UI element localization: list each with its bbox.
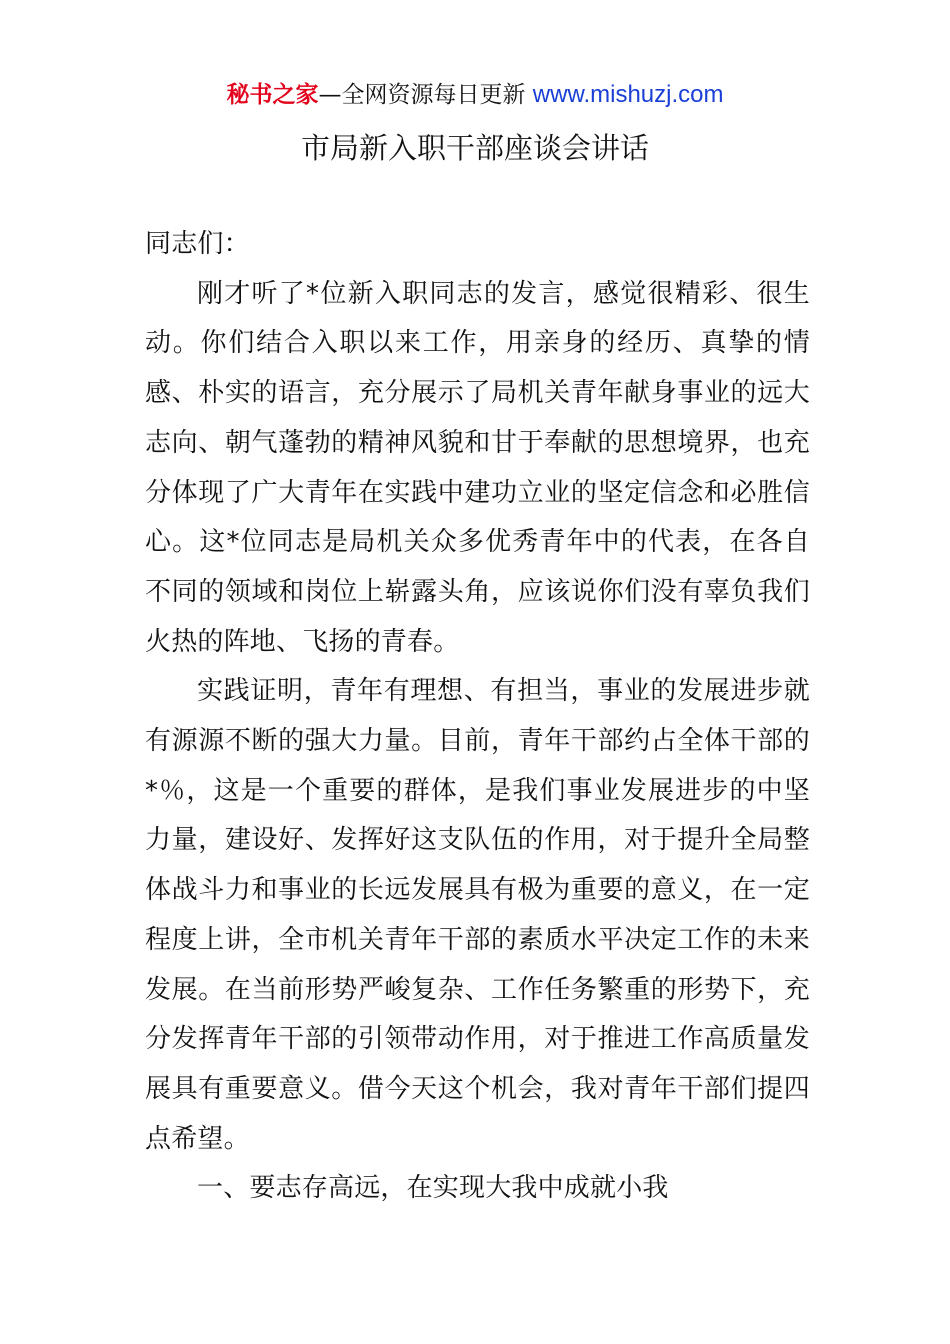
document-body bbox=[145, 220, 810, 1214]
banner-slogan: —全网资源每日更新 bbox=[318, 82, 533, 108]
banner-url-link[interactable]: www.mishuzj.com bbox=[532, 81, 724, 108]
document-title: 市局新入职干部座谈会讲话 bbox=[300, 131, 649, 165]
site-banner bbox=[0, 80, 950, 110]
section-heading-1: 一、要志存高远，在实现大我中成就小我 bbox=[197, 1173, 669, 1204]
paragraph-1: 刚才听了*位新入职同志的发言，感觉很精彩、很生动。你们结合入职以来工作，用亲身的经历、真挚的情感、朴实的语言，充分展示了局机关青年献身事业的远大志向、朝气蓬勃的精神风貌和甘于奉献的思想境界，也充分体现了广大青年在实践中建功立业的坚定信念和必胜信心。这*位同志是局机关众多优秀青年中的代表，在各自不同的领域和岗位上崭露头角，应该说你们没有辜负我们火热的阵地、飞扬的青春。 bbox=[145, 278, 810, 657]
paragraph-2: 实践证明，青年有理想、有担当，事业的发展进步就有源源不断的强大力量。目前，青年干部约占全体干部的*％，这是一个重要的群体，是我们事业发展进步的中坚力量，建设好、发挥好这支队伍的作用，对于提升全局整体战斗力和事业的长远发展具有极为重要的意义，在一定程度上讲，全市机关青年干部的素质水平决定工作的未来发展。在当前形势严峻复杂、工作任务繁重的形势下，充分发挥青年干部的引领带动作用，对于推进工作高质量发展具有重要意义。借今天这个机会，我对青年干部们提四点希望。 bbox=[145, 676, 810, 1154]
salutation: 同志们： bbox=[145, 229, 250, 259]
banner-brand: 秘书之家 bbox=[226, 82, 319, 108]
